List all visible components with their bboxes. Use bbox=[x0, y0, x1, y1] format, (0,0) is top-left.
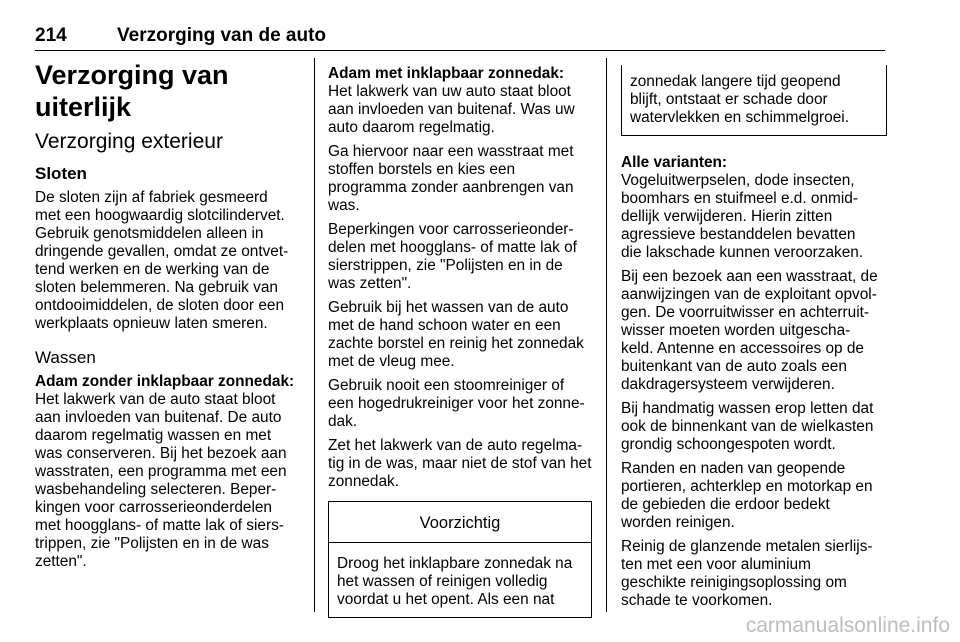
all-variants-runin: Alle varianten: bbox=[621, 154, 728, 171]
caution-box-continued: zonnedak langere tijd geopend blijft, ontstaat er schade door watervlekken en schimmelgroei. bbox=[621, 65, 887, 136]
header-rule bbox=[35, 50, 885, 51]
wassen-runin: Adam zonder inklapbaar zonnedak: bbox=[35, 373, 295, 390]
page-title: Verzorging van uiterlijk bbox=[35, 60, 229, 122]
paragraph-2: Ga hiervoor naar een wasstraat met stoffen borstels en kies een programma zonder aanbrengen van was. bbox=[328, 143, 574, 214]
section-title: Verzorging van de auto bbox=[117, 25, 327, 46]
sunroof-runin: Adam met inklapbaar zonnedak: bbox=[328, 65, 565, 82]
page-header bbox=[35, 25, 885, 49]
paragraph-5: Gebruik nooit een stoomreiniger of een hogedrukreiniger voor het zonne- dak. bbox=[328, 377, 585, 430]
wassen-heading: Wassen bbox=[35, 348, 96, 367]
subtitle: Verzorging exterieur bbox=[35, 130, 223, 153]
paragraph-6: Zet het lakwerk van de auto regelma- tig in de was, maar niet de stof van het zonnedak. bbox=[328, 437, 592, 490]
column-divider-1 bbox=[314, 58, 315, 612]
paragraph-1: Het lakwerk van uw auto staat bloot aan invloeden van buitenaf. Was uw auto daarom regelmatig. bbox=[328, 83, 575, 136]
paragraph-4: Gebruik bij het wassen van de auto met de hand schoon water en een zachte borstel en reinig het zonnedak met de vleug mee. bbox=[328, 299, 584, 370]
caution-text: Droog het inklapbare zonnedak na het wassen of reinigen volledig voordat u het opent. Als een nat bbox=[337, 555, 573, 608]
paragraph-3: Beperkingen voor carrosserieonder- delen met hoogglans- of matte lak of sierstrippen, zie "Polijsten en in de was zetten". bbox=[328, 221, 577, 292]
paragraph-4: Randen en naden van geopende portieren, achterklep en motorkap en de gebieden die erdoor bedekt worden reinigen. bbox=[621, 460, 873, 531]
caution-heading: Voorzichtig bbox=[329, 502, 591, 543]
page-number: 214 bbox=[35, 25, 67, 46]
column-2 bbox=[328, 55, 592, 618]
paragraph-3: Bij handmatig wassen erop letten dat ook de binnenkant van de wielkasten grondig schoongespoten wordt. bbox=[621, 400, 874, 453]
caution-box bbox=[328, 501, 592, 618]
paragraph-2: Bij een bezoek aan een wasstraat, de aanwijzingen van de exploitant opvol- gen. De voorruitwisser en achterruit- wisser moeten worden uitgescha- keld. Antenne en accessoires op de buitenkant van de auto zoals een dakdragersysteem verwijderen. bbox=[621, 268, 878, 393]
paragraph-5: Reinig de glanzende metalen sierlijs- ten met een voor aluminium geschikte reinigingsoplossing om schade te voorkomen. bbox=[621, 538, 873, 609]
column-divider-2 bbox=[606, 58, 607, 612]
column-3 bbox=[621, 55, 887, 616]
watermark: carmanualsonline.info bbox=[745, 614, 950, 637]
paragraph-1: Vogeluitwerpselen, dode insecten, boomhars en stuifmeel e.d. onmid- dellijk verwijderen. Hierin zitten agressieve bestanddelen bevatten die lakschade kunnen veroorzaken. bbox=[621, 172, 864, 261]
sloten-paragraph: De sloten zijn af fabriek gesmeerd met een hoogwaardig slotcilindervet. Gebruik genotsmiddelen alleen in dringende gevallen, omdat ze ontvet- tend werken en de werking van de sloten belemmeren. Na gebruik van ontdooimiddelen, de sloten door een werkplaats opnieuw laten smeren. bbox=[35, 189, 289, 332]
sloten-heading: Sloten bbox=[35, 164, 87, 183]
column-1 bbox=[35, 55, 305, 577]
wassen-paragraph: Het lakwerk van de auto staat bloot aan invloeden van buitenaf. De auto daarom regelmatig wassen en met was conserveren. Bij het bezoek aan wasstraten, een programma met een wasbehandeling selecteren. Beper- kingen voor carrosserieonderdelen met hoogglans- of matte lak of siers- trippen, zie "Polijsten en in de was zetten". bbox=[35, 391, 287, 570]
